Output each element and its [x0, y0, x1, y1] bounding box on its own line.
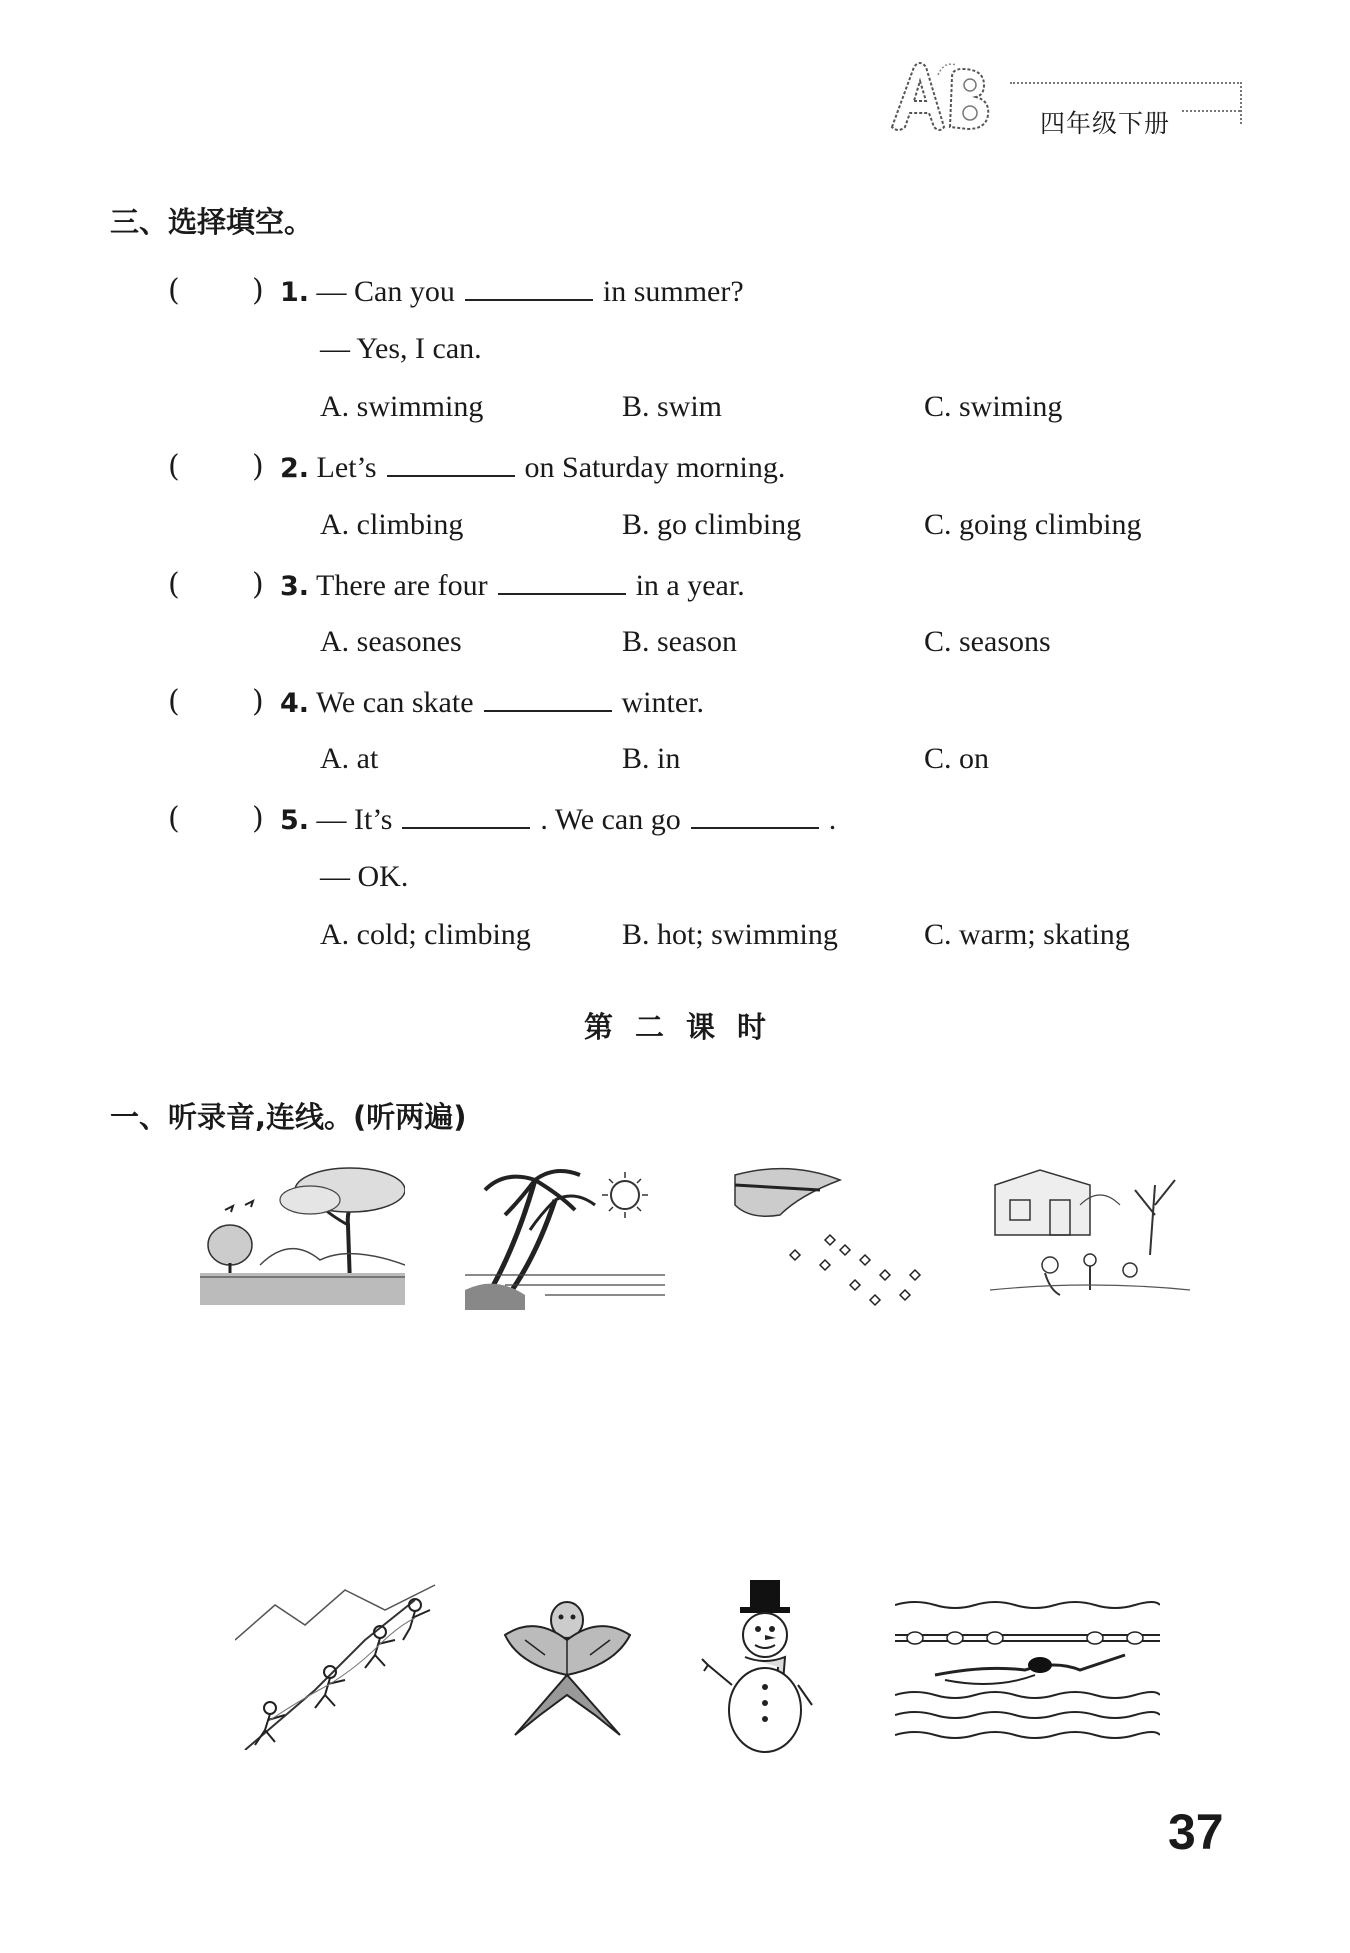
option-c: C. warm; skating [924, 918, 1130, 951]
question-text: . We can go [540, 803, 681, 836]
question-text: We can skate [316, 686, 474, 719]
spring-scene-picture[interactable] [200, 1165, 405, 1305]
snowman-picture[interactable] [700, 1575, 830, 1760]
kite-picture[interactable] [495, 1595, 640, 1745]
question-5-reply: — OK. [320, 860, 409, 893]
option-c: C. seasons [924, 625, 1051, 658]
option-c: C. going climbing [924, 508, 1142, 541]
question-text: — Can you [316, 275, 455, 308]
question-text: There are four [316, 569, 488, 602]
option-b: B. in [622, 742, 681, 775]
question-text: in a year. [635, 569, 745, 602]
option-b: B. season [622, 625, 737, 658]
section-title-choose: 三、选择填空。 [110, 205, 314, 239]
option-b: B. swim [622, 390, 723, 423]
winter-scene-picture[interactable] [990, 1165, 1190, 1305]
option-a: A. at [320, 742, 379, 775]
option-b: B. hot; swimming [622, 918, 838, 951]
header-dots [1182, 110, 1240, 112]
question-text: winter. [621, 686, 705, 719]
climbing-picture[interactable] [235, 1580, 445, 1750]
answer-blank[interactable] [498, 567, 626, 595]
question-text: — It’s [316, 803, 393, 836]
lesson-title: 第二课时 [583, 1010, 788, 1044]
answer-paren-close: ) [252, 567, 264, 602]
answer-paren-close: ) [252, 684, 264, 719]
answer-paren-open: ( [168, 273, 180, 308]
question-2 [280, 449, 785, 485]
question-number: 2. [280, 453, 310, 484]
question-1 [280, 273, 744, 309]
page-number: 37 [1168, 1804, 1224, 1860]
question-number: 5. [280, 805, 310, 836]
section-title-listen-match: 一、听录音,连线。(听两遍) [110, 1100, 467, 1134]
answer-blank[interactable] [387, 449, 515, 477]
question-1-reply: — Yes, I can. [320, 332, 482, 365]
option-b: B. go climbing [622, 508, 802, 541]
question-text: . [828, 803, 837, 836]
option-a: A. climbing [320, 508, 464, 541]
grade-label: 四年级下册 [1040, 109, 1171, 138]
answer-paren-close: ) [252, 449, 264, 484]
option-c: C. on [924, 742, 990, 775]
question-number: 3. [280, 571, 310, 602]
question-4 [280, 684, 704, 720]
question-text: Let’s [316, 451, 377, 484]
question-text: in summer? [602, 275, 744, 308]
option-a: A. swimming [320, 390, 484, 423]
answer-blank[interactable] [465, 273, 593, 301]
summer-scene-picture[interactable] [465, 1160, 665, 1310]
answer-paren-close: ) [252, 801, 264, 836]
autumn-scene-picture[interactable] [730, 1165, 930, 1315]
answer-blank[interactable] [484, 684, 612, 712]
answer-paren-open: ( [168, 449, 180, 484]
question-number: 1. [280, 277, 310, 308]
answer-blank[interactable] [691, 801, 819, 829]
question-3 [280, 567, 745, 603]
option-a: A. cold; climbing [320, 918, 531, 951]
answer-paren-open: ( [168, 567, 180, 602]
option-c: C. swiming [924, 390, 1063, 423]
answer-paren-open: ( [168, 801, 180, 836]
answer-paren-close: ) [252, 273, 264, 308]
answer-blank[interactable] [402, 801, 530, 829]
option-a: A. seasones [320, 625, 462, 658]
question-text: on Saturday morning. [524, 451, 786, 484]
logo-bubble-letters [880, 55, 1020, 135]
answer-paren-open: ( [168, 684, 180, 719]
question-5 [280, 801, 836, 837]
question-number: 4. [280, 688, 310, 719]
swimming-picture[interactable] [895, 1595, 1160, 1745]
